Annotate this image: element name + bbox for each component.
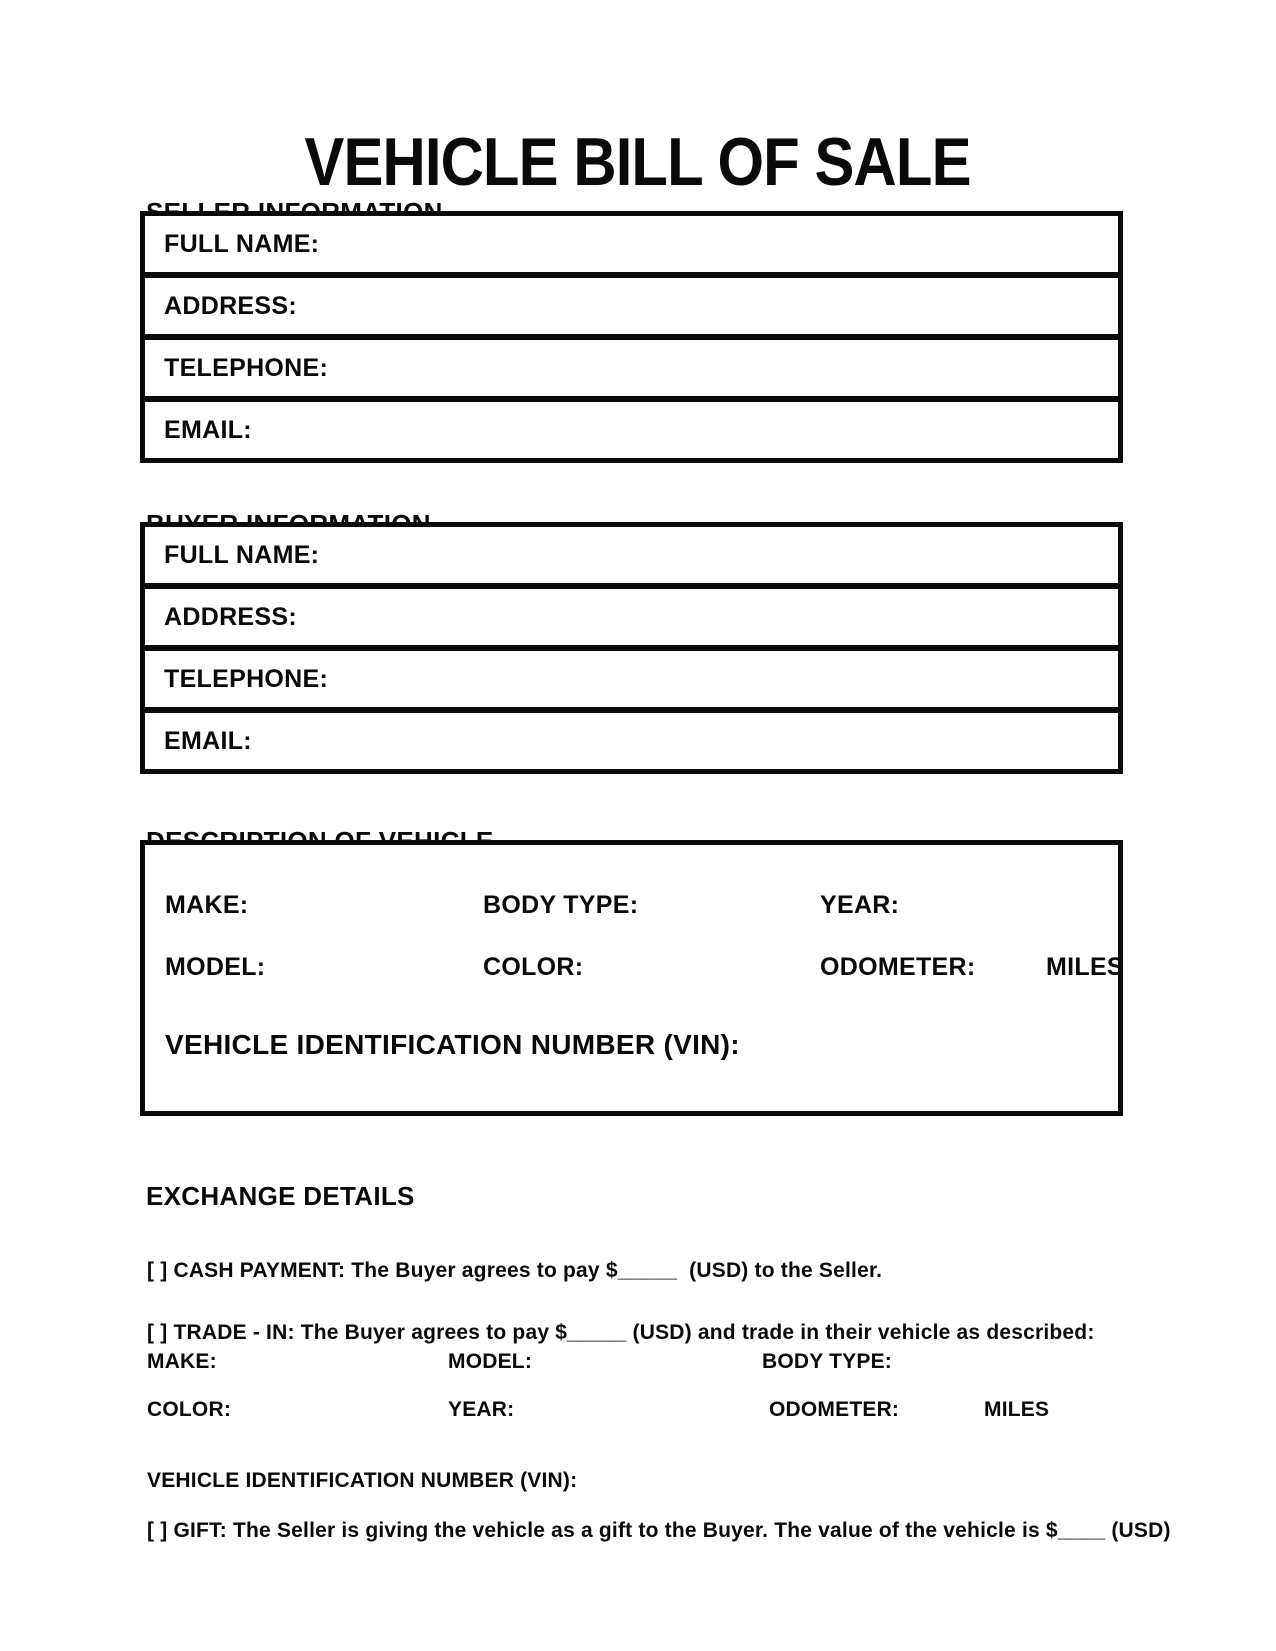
vehicle-model-label: MODEL: <box>165 953 266 981</box>
cash-payment-text: CASH PAYMENT: The Buyer agrees to pay $_____ (USD) to the Seller. <box>167 1259 883 1282</box>
exchange-section-heading: EXCHANGE DETAILS <box>146 1180 415 1211</box>
seller-full-name-row[interactable] <box>145 216 1118 278</box>
seller-email-label: EMAIL: <box>164 415 252 444</box>
page-title <box>0 123 1276 201</box>
trade-in-model-label: MODEL: <box>448 1350 533 1373</box>
buyer-telephone-row[interactable] <box>145 651 1118 713</box>
buyer-info-table <box>140 522 1123 774</box>
trade-in-color-label: COLOR: <box>147 1398 232 1421</box>
trade-in-miles-label: MILES <box>984 1398 1050 1421</box>
seller-telephone-label: TELEPHONE: <box>164 353 329 382</box>
buyer-address-label: ADDRESS: <box>164 602 297 631</box>
seller-info-table <box>140 211 1123 463</box>
trade-in-make-label: MAKE: <box>147 1350 217 1373</box>
buyer-full-name-label: FULL NAME: <box>164 540 320 569</box>
gift-checkbox[interactable]: [ ] <box>147 1519 168 1542</box>
buyer-telephone-label: TELEPHONE: <box>164 664 329 693</box>
vehicle-vin-label: VEHICLE IDENTIFICATION NUMBER (VIN): <box>165 1029 740 1060</box>
seller-address-row[interactable] <box>145 278 1118 340</box>
gift-text: GIFT: The Seller is giving the vehicle as a gift to the Buyer. The value of the vehicle is $____ (USD) <box>167 1519 1171 1542</box>
buyer-email-row[interactable] <box>145 713 1118 769</box>
seller-full-name-label: FULL NAME: <box>164 229 320 258</box>
seller-telephone-row[interactable] <box>145 340 1118 402</box>
trade-in-checkbox[interactable]: [ ] <box>147 1321 168 1344</box>
vehicle-year-label: YEAR: <box>820 891 900 919</box>
vehicle-color-label: COLOR: <box>483 953 584 981</box>
buyer-full-name-row[interactable] <box>145 527 1118 589</box>
cash-payment-line <box>147 1258 882 1284</box>
page-title-text: VEHICLE BILL OF SALE <box>304 123 972 200</box>
buyer-email-label: EMAIL: <box>164 726 252 755</box>
trade-in-text: TRADE - IN: The Buyer agrees to pay $_____ (USD) and trade in their vehicle as described: <box>167 1321 1095 1344</box>
vehicle-body-type-label: BODY TYPE: <box>483 891 639 919</box>
trade-in-year-label: YEAR: <box>448 1398 515 1421</box>
vehicle-description-box[interactable] <box>140 840 1123 1116</box>
trade-in-body-type-label: BODY TYPE: <box>762 1350 892 1373</box>
buyer-address-row[interactable] <box>145 589 1118 651</box>
seller-address-label: ADDRESS: <box>164 291 297 320</box>
seller-email-row[interactable] <box>145 402 1118 458</box>
vehicle-odometer-label: ODOMETER: <box>820 953 976 981</box>
trade-in-odometer-label: ODOMETER: <box>769 1398 900 1421</box>
gift-line <box>147 1518 1171 1544</box>
trade-in-line <box>147 1320 1095 1346</box>
cash-payment-checkbox[interactable]: [ ] <box>147 1259 168 1282</box>
trade-in-vin-label: VEHICLE IDENTIFICATION NUMBER (VIN): <box>147 1469 578 1492</box>
vehicle-make-label: MAKE: <box>165 891 249 919</box>
vehicle-miles-label: MILES <box>1046 953 1124 981</box>
